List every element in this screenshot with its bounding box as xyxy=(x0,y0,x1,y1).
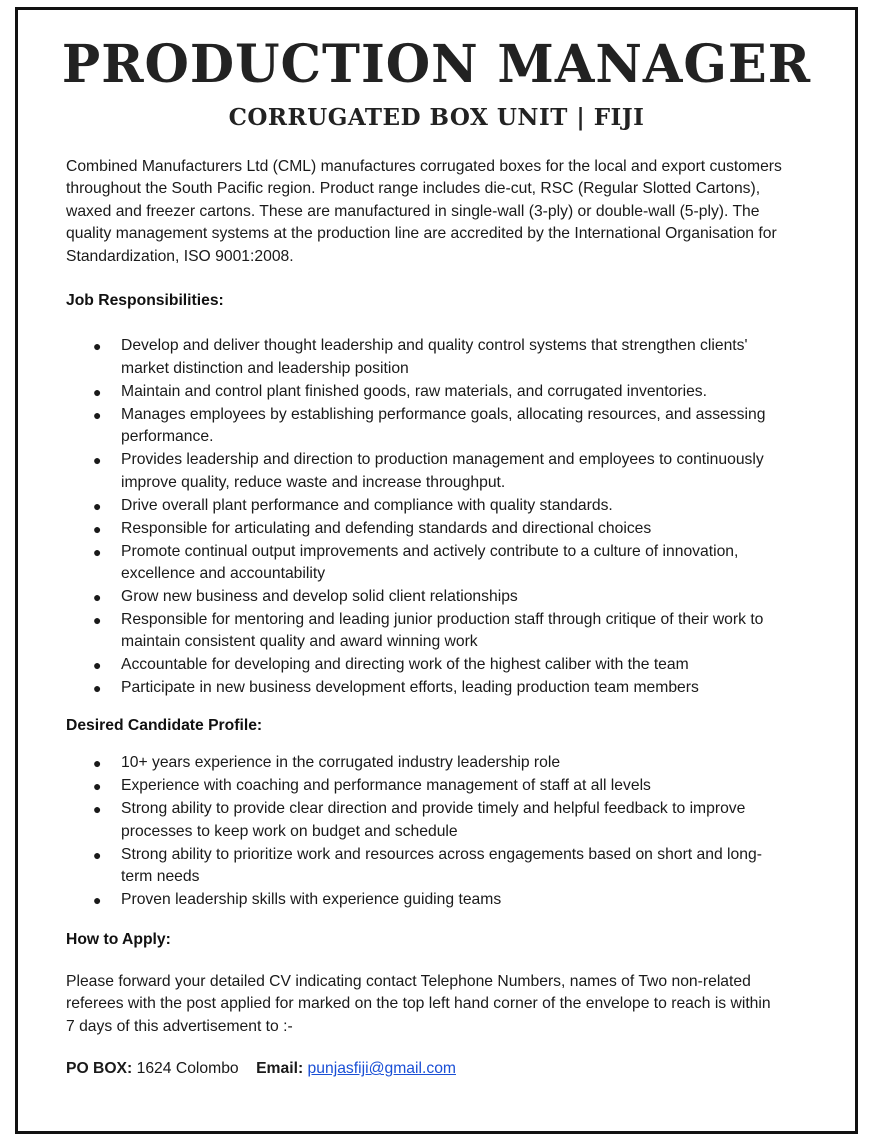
bullet-icon: ● xyxy=(93,497,102,514)
intro-paragraph: Combined Manufacturers Ltd (CML) manufactures corrugated boxes for the local and export customers throughout the South Pacific region. Product range includes die-cut, RSC (Regular Slotted Cartons), waxed and freezer cartons. These are manufactured in single-wall (3-ply) or double-wall (5-ply). The quality management systems at the production line are accredited by the International Organisation for Standardization, ISO 9001:2008. xyxy=(66,158,782,265)
bullet-icon: ● xyxy=(93,543,102,560)
contact-line xyxy=(66,1058,782,1080)
bullet-icon: ● xyxy=(93,755,102,772)
list-item: ● Responsible for mentoring and leading junior production staff through critique of their work to maintain consistent quality and award winning work xyxy=(93,611,764,651)
document-body xyxy=(66,156,782,1081)
list-item: ● Develop and deliver thought leadership and quality control systems that strengthen clients' market distinction and leadership position xyxy=(93,337,748,377)
email-link[interactable]: punjasfiji@gmail.com xyxy=(307,1060,456,1078)
bullet-icon: ● xyxy=(93,846,102,863)
responsibilities-heading: Job Responsibilities: xyxy=(66,292,224,310)
list-item: ● Strong ability to prioritize work and resources across engagements based on short and long-term needs xyxy=(93,845,762,886)
list-item: ● Provides leadership and direction to production management and employees to continuously improve quality, reduce waste and increase throughput. xyxy=(93,451,764,491)
list-item: ● Promote continual output improvements and actively contribute to a culture of innovation, excellence and accountability xyxy=(93,542,739,583)
list-item: ● Proven leadership skills with experience guiding teams xyxy=(66,889,782,911)
list-item: ● Participate in new business development efforts, leading production team members xyxy=(66,677,782,699)
po-box-label: PO BOX: xyxy=(66,1060,133,1078)
list-item: ● Accountable for developing and directing work of the highest caliber with the team xyxy=(66,654,782,676)
list-item: ● Strong ability to provide clear direction and provide timely and helpful feedback to improve processes to keep work on budget and schedule xyxy=(93,800,746,840)
bullet-icon: ● xyxy=(93,680,102,697)
bullet-icon: ● xyxy=(93,778,102,795)
po-box-value: 1624 Colombo xyxy=(136,1060,239,1078)
responsibilities-list xyxy=(66,335,782,699)
list-item: ● Manages employees by establishing performance goals, allocating resources, and assessing performance. xyxy=(93,405,766,446)
apply-heading: How to Apply: xyxy=(66,930,171,948)
list-item: ● 10+ years experience in the corrugated industry leadership role xyxy=(66,752,782,774)
profile-list xyxy=(66,752,782,911)
bullet-icon: ● xyxy=(93,801,102,818)
list-item: ● Maintain and control plant finished goods, raw materials, and corrugated inventories. xyxy=(66,381,782,403)
bullet-icon: ● xyxy=(93,338,102,355)
list-item: ● Drive overall plant performance and compliance with quality standards. xyxy=(66,495,782,517)
page-subtitle: CORRUGATED BOX UNIT | FIJI xyxy=(228,104,645,131)
list-item: ● Experience with coaching and performance management of staff at all levels xyxy=(66,775,782,797)
bullet-icon: ● xyxy=(93,589,102,606)
bullet-icon: ● xyxy=(93,452,102,469)
page-title: PRODUCTION MANAGER xyxy=(61,34,812,95)
apply-paragraph: Please forward your detailed CV indicating contact Telephone Numbers, names of Two non-related referees with the post applied for marked on the top left hand corner of the envelope to reach is within 7 days of this advertisement to :- xyxy=(66,972,771,1035)
bullet-icon: ● xyxy=(93,520,102,537)
bullet-icon: ● xyxy=(93,892,102,909)
list-item: ● Grow new business and develop solid client relationships xyxy=(66,586,782,608)
list-item: ● Responsible for articulating and defending standards and directional choices xyxy=(66,518,782,540)
email-label: Email: xyxy=(256,1060,304,1078)
bullet-icon: ● xyxy=(93,383,102,400)
bullet-icon: ● xyxy=(93,657,102,674)
bullet-icon: ● xyxy=(93,406,102,423)
profile-heading: Desired Candidate Profile: xyxy=(66,716,263,734)
bullet-icon: ● xyxy=(93,612,102,629)
